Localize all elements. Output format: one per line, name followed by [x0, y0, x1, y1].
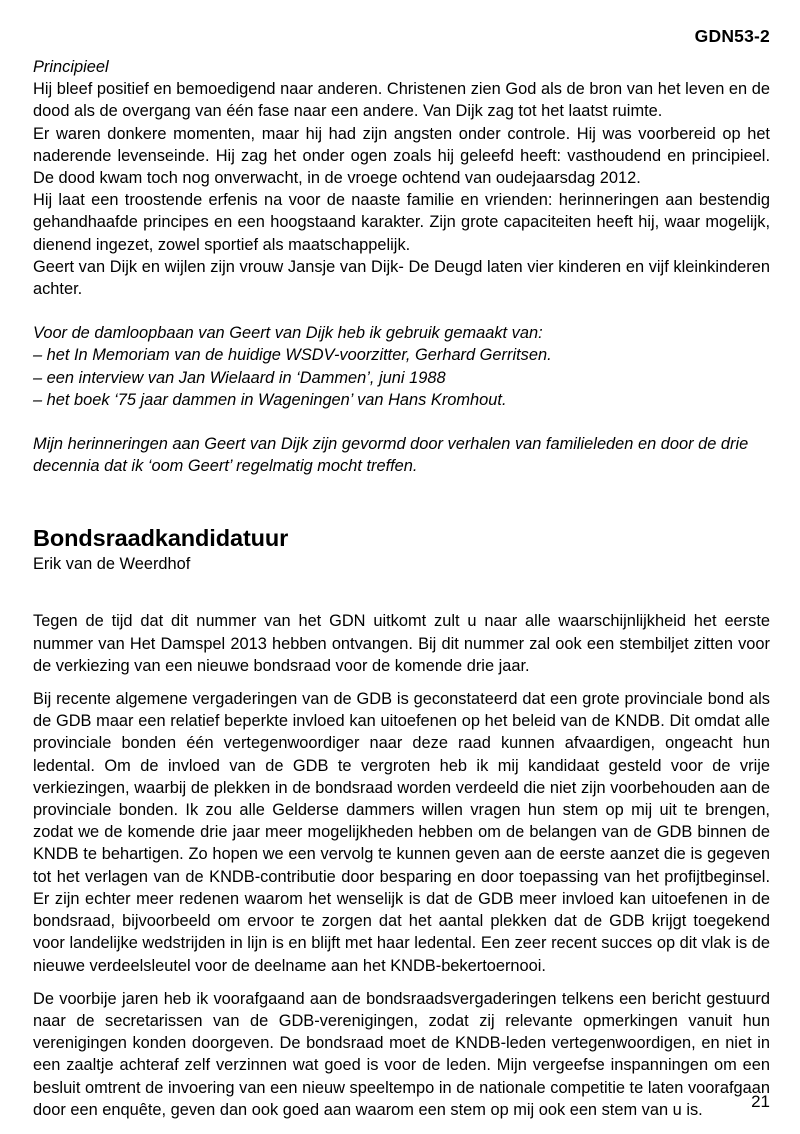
article-author: Erik van de Weerdhof: [33, 555, 191, 574]
sources-intro: Voor de damloopbaan van Geert van Dijk heb ik gebruik gemaakt van:: [33, 324, 543, 343]
source-item-2: – een interview van Jan Wielaard in ‘Dammen’, juni 1988: [33, 368, 446, 387]
article-paragraph-2: Bij recente algemene vergaderingen van de GDB is geconstateerd dat een grote provinciale bond als de GDB maar een relatief beperkte invloed kan uitoefenen op het beleid van de KNDB. Dit omdat alle provinciale bonden één vertegenwoordiger naar deze raad kunnen afvaardigen, ongeacht hun ledental. Om de invloed van de GDB te vergroten heb ik mij kandidaat gesteld voor de vrije verkiezingen, waarbij de plekken in de bondsraad worden verdeeld die niet zijn voorbehouden aan de provinciale bonden. Ik zou alle Gelderse dammers willen vragen hun stem op mij uit te brengen, zodat we de komende drie jaar meer mogelijkheden hebben om de belangen van de GDB binnen de KNDB te behartigen. Zo hopen we een vervolg te kunnen geven aan de eerste aanzet die is gegeven tot het verlagen van de KNDB-contributie door besparing en door toepassing van het profijtbeginsel. Er zijn echter meer redenen waarom het wenselijk is dat de GDB meer invloed kan uitoefenen in de bondsraad, bijvoorbeeld om ervoor te zorgen dat het aantal plekken dat de GDB krijgt toegekend voor landelijke wedstrijden in lijn is en blijft met haar ledental. Een zeer recent succes op dit vlak is de nieuwe verdeelsleutel voor de deelname aan het KNDB-bekertoernooi.: [33, 690, 770, 975]
obituary-paragraph-2: Er waren donkere momenten, maar hij had zijn angsten onder controle. Hij was voorbereid op het naderende levenseinde. Hij zag het onder ogen zoals hij geleefd heeft: vasthoudend en principieel. De dood kwam toch nog onverwacht, in de vroege ochtend van oudejaarsdag 2012.: [33, 124, 770, 188]
obituary-closing-note: Mijn herinneringen aan Geert van Dijk zijn gevormd door verhalen van familieleden en door de drie decennia dat ik ‘oom Geert’ regelmatig mocht treffen.: [33, 435, 749, 476]
spacer: [33, 477, 770, 523]
spacer: [33, 411, 770, 433]
page-number: 21: [751, 1092, 770, 1111]
article-heading: Bondsraadkandidatuur: [33, 525, 289, 552]
source-item-3: – het boek ‘75 jaar dammen in Wageningen’ van Hans Kromhout.: [33, 390, 507, 409]
spacer: [33, 576, 770, 610]
page-header: [33, 26, 770, 56]
document-code: GDN53-2: [694, 26, 770, 46]
page-footer: [33, 1092, 770, 1112]
spacer: [33, 677, 770, 688]
obituary-paragraph-1: Hij bleef positief en bemoedigend naar anderen. Christenen zien God als de bron van het leven en de dood als de overgang van één fase naar een andere. Van Dijk zag tot het laatst ruimte.: [33, 80, 770, 121]
obituary-paragraph-3: Hij laat een troostende erfenis na voor de naaste familie en vrienden: herinneringen aan bestendig gehandhaafde principes en een hoogstaand karakter. Zijn grote capaciteiten heeft hij, waar mogelijk, dienend ingezet, zowel sportief als maatschappelijk.: [33, 191, 770, 254]
spacer: [33, 300, 770, 322]
article-paragraph-3: De voorbije jaren heb ik voorafgaand aan de bondsraadsvergaderingen telkens een bericht gestuurd naar de secretarissen van de GDB-verenigingen, zodat zij relevante opmerkingen vanuit hun verenigingen konden doorgeven. De bondsraad moet de KNDB-leden vertegenwoordigen, en niet in een zaaltje achteraf zelf verzinnen wat goed is voor de leden. Mijn vergeefse inspanningen om een besluit omtrent de invoering van een nieuw speeltempo in de nationale competitie te laten voorafgaan door een enquête, geven dan ook goed aan waarom een stem op mij ook een stem van u is.: [33, 989, 770, 1119]
obituary-section-title: Principieel: [33, 58, 109, 76]
obituary-paragraph-4: Geert van Dijk en wijlen zijn vrouw Jansje van Dijk- De Deugd laten vier kinderen en vijf kleinkinderen achter.: [33, 257, 770, 299]
spacer: [33, 977, 770, 988]
article-paragraph-1: Tegen de tijd dat dit nummer van het GDN uitkomt zult u naar alle waarschijnlijkheid het eerste nummer van Het Damspel 2013 hebben ontvangen. Bij dit nummer zal ook een stembiljet zitten voor de verkiezing van een nieuwe bondsraad voor de komende drie jaar.: [33, 612, 770, 675]
source-item-1: – het In Memoriam van de huidige WSDV-voorzitter, Gerhard Gerritsen.: [33, 346, 552, 365]
page-content: [33, 56, 770, 1121]
